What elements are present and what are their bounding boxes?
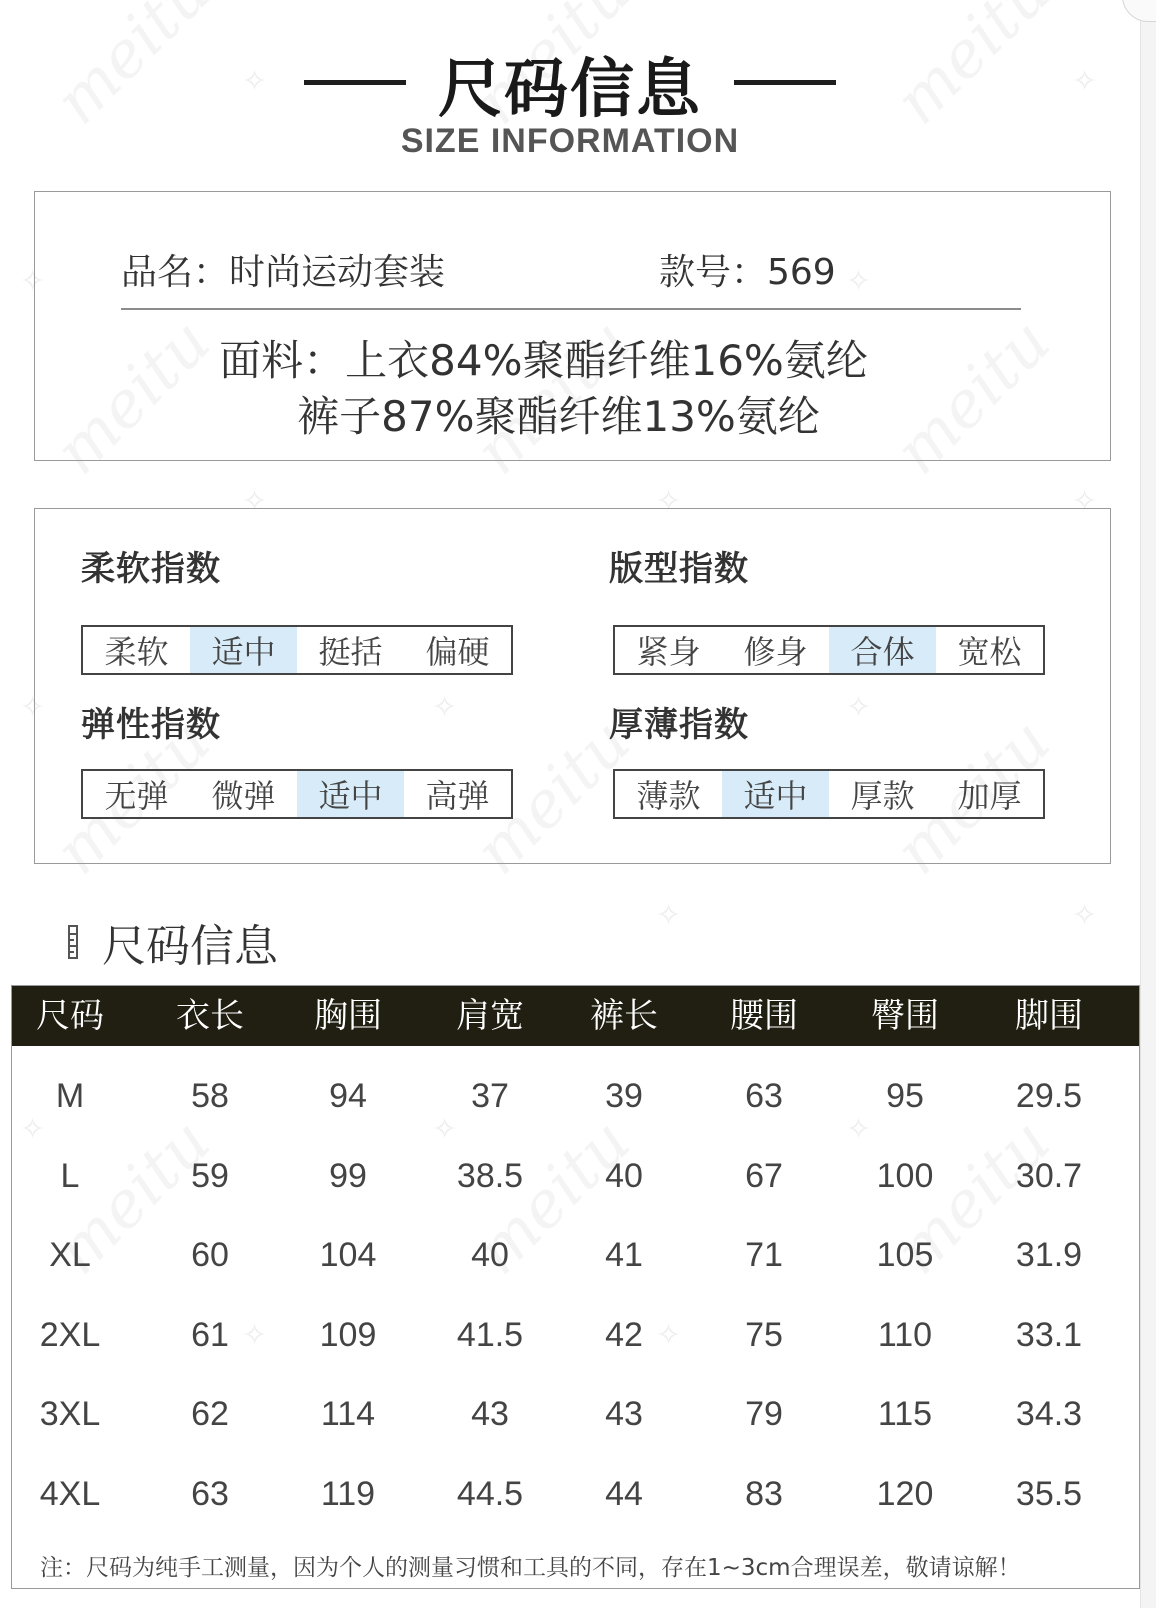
sparkle-icon: ✧ <box>242 484 268 519</box>
index-box <box>34 508 1111 864</box>
index-option: 挺括 <box>318 633 383 671</box>
table-cell: 31.9 <box>1015 1236 1083 1274</box>
table-cell: 35.5 <box>1015 1474 1083 1513</box>
product-style-number: 款号：569 <box>659 252 836 293</box>
fabric-top: 面料：上衣84%聚酯纤维16%氨纶 <box>219 336 868 385</box>
sparkle-icon: ✧ <box>846 264 872 299</box>
table-cell: 3XL <box>39 1395 101 1433</box>
table-cell: XL <box>49 1236 91 1274</box>
table-cell: 109 <box>319 1315 377 1354</box>
sparkle-icon: ✧ <box>432 1112 458 1147</box>
table-row <box>12 1215 1139 1296</box>
sparkle-icon: ✧ <box>20 690 46 725</box>
index-option: 无弹 <box>104 777 169 815</box>
table-cell: 60 <box>191 1236 229 1274</box>
index-bar-thickness <box>613 769 1045 819</box>
column-header: 肩宽 <box>456 996 524 1036</box>
sparkle-icon: ✧ <box>242 1318 268 1353</box>
table-cell: 2XL <box>39 1315 101 1354</box>
index-option: 适中 <box>722 771 829 817</box>
table-cell: 63 <box>745 1077 783 1115</box>
table-cell: 99 <box>329 1156 367 1195</box>
column-header: 脚围 <box>1015 996 1083 1036</box>
index-option: 适中 <box>297 771 404 817</box>
sparkle-icon: ✧ <box>1072 64 1098 99</box>
index-option: 薄款 <box>636 777 701 815</box>
table-cell: 115 <box>877 1395 933 1433</box>
table-cell: 114 <box>320 1395 376 1433</box>
table-cell: 44.5 <box>456 1474 524 1513</box>
index-option: 厚款 <box>850 777 915 815</box>
table-cell: 110 <box>877 1315 933 1354</box>
sparkle-icon: ✧ <box>242 64 268 99</box>
table-cell: 63 <box>191 1474 229 1513</box>
index-bar-elasticity <box>81 769 513 819</box>
column-header: 臀围 <box>871 996 939 1036</box>
table-cell: 62 <box>191 1395 229 1433</box>
table-row <box>12 1056 1139 1137</box>
table-row <box>12 1295 1139 1376</box>
index-option: 微弹 <box>211 777 276 815</box>
sparkle-icon: ✧ <box>656 898 682 933</box>
sparkle-icon: ✧ <box>20 1112 46 1147</box>
header <box>0 38 1140 168</box>
table-cell: 75 <box>745 1315 783 1354</box>
index-label-fit: 版型指数 <box>609 549 749 589</box>
table-cell: 120 <box>876 1474 934 1513</box>
table-cell: 79 <box>745 1395 783 1433</box>
size-section-title <box>68 912 278 972</box>
column-header: 裤长 <box>590 996 658 1036</box>
fabric-pants: 裤子87%聚酯纤维13%氨纶 <box>297 392 820 441</box>
sparkle-icon: ✧ <box>1072 898 1098 933</box>
index-option: 合体 <box>829 627 936 673</box>
table-cell: 40 <box>605 1156 643 1195</box>
index-option: 高弹 <box>425 777 490 815</box>
sparkle-icon: ✧ <box>656 1318 682 1353</box>
table-cell: 43 <box>605 1395 643 1433</box>
table-row <box>12 1136 1139 1217</box>
index-option: 偏硬 <box>425 633 490 671</box>
product-name: 品名：时尚运动套装 <box>121 252 446 293</box>
table-cell: 33.1 <box>1015 1315 1083 1354</box>
sparkle-icon: ✧ <box>846 690 872 725</box>
table-cell: M <box>55 1077 85 1115</box>
column-header: 腰围 <box>730 996 798 1036</box>
table-cell: 41 <box>605 1236 643 1274</box>
table-cell: 61 <box>191 1315 229 1354</box>
table-row <box>12 1374 1139 1455</box>
sparkle-icon: ✧ <box>656 484 682 519</box>
index-option: 修身 <box>743 633 808 671</box>
index-option: 紧身 <box>636 633 701 671</box>
size-table <box>11 985 1140 1589</box>
table-cell: 59 <box>191 1156 229 1195</box>
index-bar-fit <box>613 625 1045 675</box>
info-divider <box>121 308 1021 310</box>
table-cell: 119 <box>320 1474 376 1513</box>
index-option: 适中 <box>190 627 297 673</box>
table-cell: 29.5 <box>1015 1077 1083 1115</box>
table-cell: 40 <box>471 1236 509 1274</box>
table-cell: 67 <box>745 1156 783 1195</box>
column-header: 衣长 <box>176 996 244 1036</box>
index-label-thickness: 厚薄指数 <box>609 705 749 745</box>
index-bar-softness <box>81 625 513 675</box>
column-header: 尺码 <box>36 996 104 1036</box>
measurement-note: 注：尺码为纯手工测量，因为个人的测量习惯和工具的不同，存在1~3cm合理误差，敬请谅解！ <box>40 1555 1021 1581</box>
table-cell: 4XL <box>39 1474 101 1513</box>
table-cell: 39 <box>605 1077 643 1115</box>
ruler-icon <box>68 925 78 959</box>
table-cell: 41.5 <box>456 1315 524 1354</box>
index-option: 柔软 <box>104 633 169 671</box>
table-cell: 34.3 <box>1015 1395 1083 1433</box>
page-edge <box>1140 0 1156 1608</box>
table-cell: 95 <box>886 1077 924 1115</box>
size-section-heading: 尺码信息 <box>102 921 278 972</box>
page-subtitle: SIZE INFORMATION <box>400 122 740 160</box>
table-cell: 42 <box>605 1315 643 1354</box>
table-cell: 38.5 <box>456 1156 524 1195</box>
page-title: 尺码信息 <box>438 53 702 127</box>
sparkle-icon: ✧ <box>432 690 458 725</box>
table-cell: 94 <box>329 1077 367 1115</box>
table-cell: 105 <box>876 1236 934 1274</box>
table-cell: 100 <box>876 1156 934 1195</box>
table-cell: 43 <box>471 1395 509 1433</box>
sparkle-icon: ✧ <box>20 264 46 299</box>
table-cell: 30.7 <box>1015 1156 1083 1195</box>
size-table-header <box>12 986 1139 1046</box>
sparkle-icon: ✧ <box>1072 484 1098 519</box>
table-cell: 44 <box>605 1474 643 1513</box>
table-row <box>12 1454 1139 1535</box>
index-label-softness: 柔软指数 <box>81 549 221 589</box>
table-cell: 104 <box>319 1236 377 1274</box>
table-cell: L <box>60 1156 80 1195</box>
table-cell: 71 <box>745 1236 783 1274</box>
product-info-box <box>34 191 1111 461</box>
index-option: 加厚 <box>957 777 1022 815</box>
index-option: 宽松 <box>957 633 1022 671</box>
index-label-elasticity: 弹性指数 <box>81 705 221 745</box>
table-cell: 58 <box>191 1077 229 1115</box>
corner-tab <box>1122 0 1156 22</box>
table-cell: 83 <box>745 1474 783 1513</box>
table-cell: 37 <box>471 1077 509 1115</box>
column-header: 胸围 <box>314 996 382 1036</box>
sparkle-icon: ✧ <box>846 1112 872 1147</box>
